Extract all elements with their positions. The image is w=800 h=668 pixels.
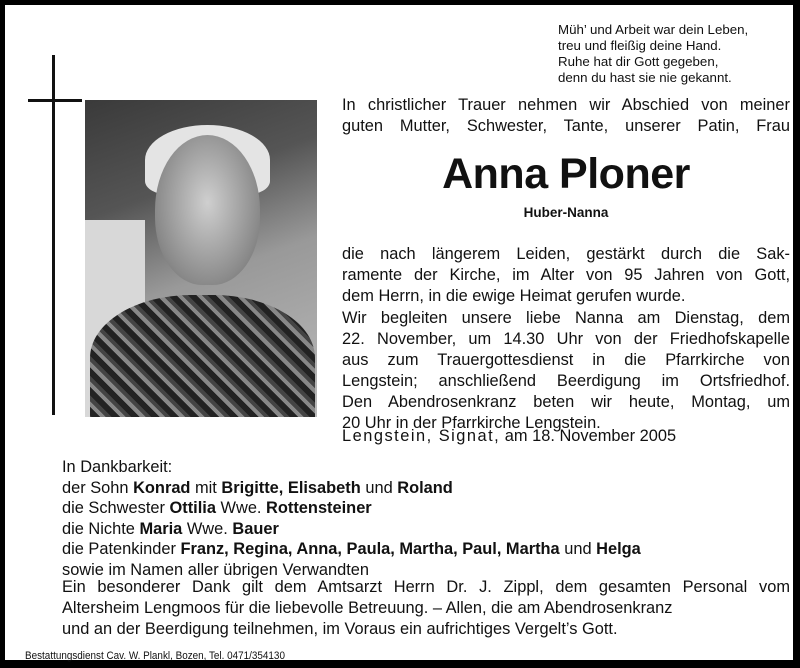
mourner-name: Franz, Regina, Anna, Paula, Martha, Paul, Martha [180, 540, 560, 558]
verse [558, 22, 748, 86]
verse-line: Müh’ und Arbeit war dein Leben, [558, 22, 749, 37]
mourner-name: Bauer [232, 519, 279, 538]
mourner-text: Wwe. [182, 519, 233, 538]
mourner-text: die Patenkinder [62, 540, 181, 558]
intro-line: guten Mutter, Schwester, Tante, unserer Patin, Frau [342, 117, 790, 135]
mourner-text: und [559, 540, 597, 558]
text-line: Lengstein; anschließend Beerdigung im Ortsfriedhof. [342, 372, 790, 390]
cross-icon-bar [28, 99, 82, 102]
mourner-text: der Sohn [62, 478, 134, 497]
text-line: 20 Uhr in der Pfarrkirche Lengstein. [342, 414, 601, 432]
text-line: und an der Beerdigung teilnehmen, im Voraus ein aufrichtiges Vergelt’s Gott. [62, 620, 618, 638]
mourner-line [62, 478, 641, 499]
place: Lengstein, Signat, [342, 427, 501, 445]
funeral-service-footer: Bestattungsdienst Cav. W. Plankl, Bozen, Tel. 0471/354130 [25, 650, 285, 662]
portrait-photo [85, 100, 317, 417]
mourner-name: Helga [596, 540, 641, 558]
intro [342, 95, 790, 137]
text-line: Altersheim Lengmoos für die liebevolle Betreuung. – Allen, die am Abendrosenkranz [62, 599, 673, 617]
cross-icon [52, 55, 55, 415]
obituary-notice [5, 5, 793, 660]
mourner-name: Brigitte, Elisabeth [221, 478, 361, 497]
deceased-name: Anna Ploner [442, 150, 690, 198]
text-line: Ein besonderer Dank gilt dem Amtsarzt Herrn Dr. J. Zippl, dem gesamten Personal vom [62, 578, 790, 596]
mourner-text: In Dankbarkeit: [62, 458, 173, 476]
text-line: dem Herrn, in die ewige Heimat gerufen wurde. [342, 287, 686, 305]
mourner-text: Wwe. [215, 499, 267, 517]
text-line: Den Abendrosenkranz beten wir heute, Montag, um [342, 393, 790, 411]
place-date [342, 427, 676, 446]
mourner-text: und [360, 478, 398, 497]
verse-line: denn du hast sie nie gekannt. [558, 70, 732, 85]
mourner-name: Konrad [133, 478, 191, 497]
mourner-line [62, 457, 641, 478]
mourner-text: sowie im Namen aller übrigen Verwandten [62, 560, 370, 579]
mourner-text: die Nichte [62, 519, 140, 538]
death-paragraph [342, 244, 790, 307]
mourner-text: die Schwester [62, 499, 170, 517]
deceased-nickname: Huber-Nanna [523, 205, 609, 220]
text-line: die nach längerem Leiden, gestärkt durch die Sak- [342, 245, 790, 263]
funeral-paragraph [342, 308, 790, 434]
mourner-line [62, 539, 641, 560]
verse-line: treu und fleißig deine Hand. [558, 38, 722, 53]
text-line: Wir begleiten unsere liebe Nanna am Dienstag, dem [342, 309, 790, 327]
mourner-name: Ottilia [169, 499, 216, 517]
mourner-line [62, 519, 641, 540]
verse-line: Ruhe hat dir Gott gegeben, [558, 54, 719, 69]
date: am 18. November 2005 [500, 427, 677, 445]
thanks-paragraph [62, 577, 790, 640]
mourner-name: Rottensteiner [266, 499, 372, 517]
mourner-name: Roland [397, 478, 453, 497]
text-line: ramente der Kirche, im Alter von 95 Jahren von Gott, [342, 266, 790, 284]
text-line: 22. November, um 14.30 Uhr von der Friedhofskapelle [342, 330, 790, 348]
text-line: aus zum Trauergottesdienst in die Pfarrkirche von [342, 351, 790, 369]
mourners-list [62, 457, 641, 580]
mourner-line [62, 498, 641, 519]
mourner-name: Maria [139, 519, 183, 538]
intro-line: In christlicher Trauer nehmen wir Abschied von meiner [342, 96, 790, 114]
mourner-text: mit [190, 478, 222, 497]
